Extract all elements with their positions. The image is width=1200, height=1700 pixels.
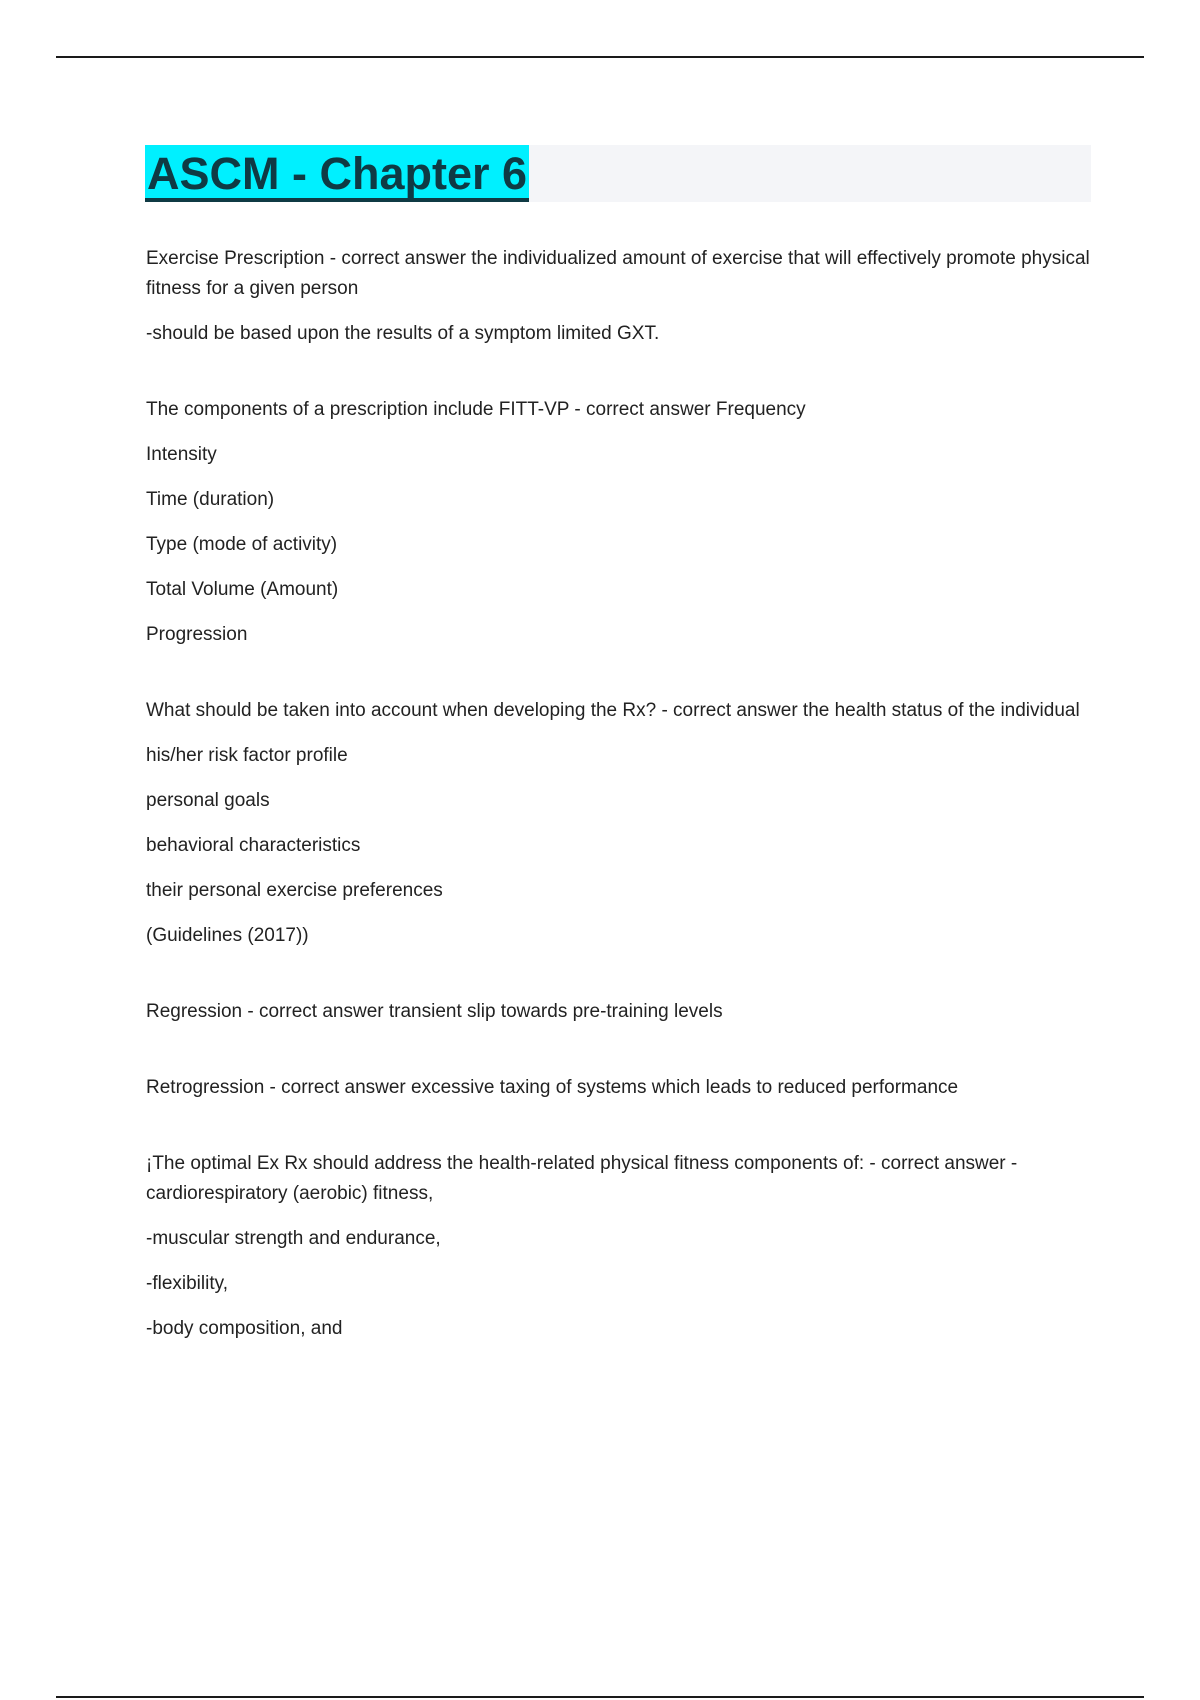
qa-entry (146, 244, 1096, 349)
entry-line: Retrogression - correct answer excessive taxing of systems which leads to reduced performance (146, 1077, 959, 1098)
entry-line: their personal exercise preferences (146, 880, 443, 901)
entry-line: -flexibility, (146, 1273, 228, 1294)
qa-entry (146, 1149, 1096, 1344)
qa-entry (146, 696, 1096, 951)
entry-line: What should be taken into account when developing the Rx? - correct answer the health status of the individual (146, 700, 1080, 721)
entry-line: -should be based upon the results of a symptom limited GXT. (146, 323, 660, 344)
document-title: ASCM - Chapter 6 (145, 145, 529, 202)
entry-line: Exercise Prescription - correct answer the individualized amount of exercise that will effectively promote physical fitness for a given person (146, 248, 1090, 299)
qa-entry (146, 1073, 1096, 1103)
entry-line: behavioral characteristics (146, 835, 361, 856)
footer-rule (56, 1696, 1144, 1698)
entry-line: Time (duration) (146, 489, 275, 510)
entry-line: The components of a prescription include FITT-VP - correct answer Frequency (146, 399, 806, 420)
entry-line: (Guidelines (2017)) (146, 925, 309, 946)
entry-line: -body composition, and (146, 1318, 343, 1339)
entry-line: Regression - correct answer transient slip towards pre-training levels (146, 1001, 723, 1022)
entry-line: ¡The optimal Ex Rx should address the health-related physical fitness components of: - correct answer -cardiorespiratory (aerobic) fitness, (146, 1153, 1018, 1204)
qa-entry (146, 997, 1096, 1027)
document-body (146, 244, 1096, 1359)
entry-line: Total Volume (Amount) (146, 579, 339, 600)
entry-line: -muscular strength and endurance, (146, 1228, 441, 1249)
qa-entry (146, 395, 1096, 650)
header-rule (56, 56, 1144, 58)
entry-line: his/her risk factor profile (146, 745, 348, 766)
entry-line: Type (mode of activity) (146, 534, 338, 555)
entry-line: Intensity (146, 444, 217, 465)
entry-line: personal goals (146, 790, 270, 811)
entry-line: Progression (146, 624, 248, 645)
